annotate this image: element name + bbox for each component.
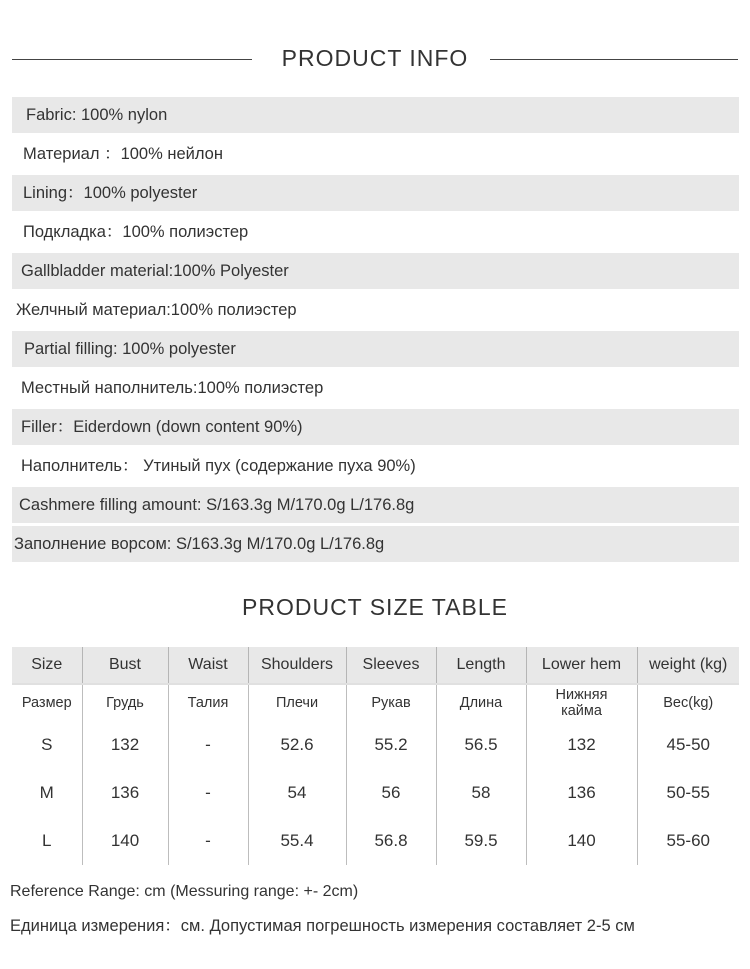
cell-bust: 132 bbox=[82, 721, 168, 769]
cell-weight: 45-50 bbox=[637, 721, 739, 769]
cell-lower-hem: 136 bbox=[526, 769, 637, 817]
cell-size: L bbox=[42, 831, 52, 850]
info-row-material-ru: Материал ：100% нейлон bbox=[23, 145, 223, 163]
cell-size: S bbox=[41, 735, 53, 754]
header-weight-ru: Вес(kg) bbox=[637, 685, 739, 721]
cell-shoulders: 54 bbox=[248, 769, 346, 817]
table-row bbox=[12, 721, 739, 769]
table-row bbox=[12, 817, 739, 865]
info-row-filler-ru: Наполнитель： Утиный пух (содержание пуха 90%) bbox=[21, 457, 416, 475]
header-lower-hem: Lower hem bbox=[526, 647, 637, 683]
cell-shoulders: 52.6 bbox=[248, 721, 346, 769]
info-row-cashmere-ru: Заполнение ворсом: S/163.3g M/170.0g L/176.8g bbox=[12, 526, 739, 562]
cell-length: 56.5 bbox=[436, 721, 526, 769]
table-row bbox=[12, 769, 739, 817]
header-length-ru: Длина bbox=[436, 685, 526, 721]
cell-weight: 50-55 bbox=[637, 769, 739, 817]
size-table-header-row-ru bbox=[12, 685, 739, 721]
header-size-ru: Размер bbox=[21, 695, 72, 711]
header-bust-ru: Грудь bbox=[82, 685, 168, 721]
info-row-cashmere: Cashmere filling amount: S/163.3g M/170.0g L/176.8g bbox=[12, 487, 739, 523]
header-shoulders: Shoulders bbox=[248, 647, 346, 683]
header-shoulders-ru: Плечи bbox=[248, 685, 346, 721]
product-info-title: PRODUCT INFO bbox=[281, 45, 469, 71]
title-line-right bbox=[490, 59, 738, 60]
cell-waist: - bbox=[168, 721, 248, 769]
cell-sleeves: 56.8 bbox=[346, 817, 436, 865]
cell-length: 59.5 bbox=[436, 817, 526, 865]
reference-range-note-ru: Единица измерения：см. Допустимая погрешность измерения составляет 2-5 см bbox=[10, 917, 635, 935]
header-weight: weight (kg) bbox=[637, 647, 739, 683]
size-table bbox=[12, 647, 739, 865]
info-row-partial-filling-ru: Местный наполнитель:100% полиэстер bbox=[21, 379, 324, 397]
header-sleeves-ru: Рукав bbox=[346, 685, 436, 721]
cell-lower-hem: 132 bbox=[526, 721, 637, 769]
cell-length: 58 bbox=[436, 769, 526, 817]
cell-lower-hem: 140 bbox=[526, 817, 637, 865]
header-lower-hem-ru: Нижняя кайма bbox=[526, 685, 637, 721]
size-table-header-row bbox=[12, 647, 739, 683]
info-row-gallbladder-ru: Желчный материал:100% полиэстер bbox=[16, 301, 297, 319]
header-waist-ru: Талия bbox=[168, 685, 248, 721]
cell-bust: 136 bbox=[82, 769, 168, 817]
cell-weight: 55-60 bbox=[637, 817, 739, 865]
info-row-lining-ru: Подкладка：100% полиэстер bbox=[23, 223, 249, 241]
info-row-partial-filling: Partial filling: 100% polyester bbox=[12, 331, 739, 367]
header-bust: Bust bbox=[82, 647, 168, 683]
cell-sleeves: 56 bbox=[346, 769, 436, 817]
info-row-gallbladder: Gallbladder material:100% Polyester bbox=[12, 253, 739, 289]
header-waist: Waist bbox=[168, 647, 248, 683]
cell-waist: - bbox=[168, 769, 248, 817]
info-row-fabric: Fabric: 100% nylon bbox=[12, 97, 739, 133]
cell-bust: 140 bbox=[82, 817, 168, 865]
header-sleeves: Sleeves bbox=[346, 647, 436, 683]
cell-size: M bbox=[39, 783, 54, 802]
info-row-lining: Lining：100% polyester bbox=[12, 175, 739, 211]
reference-range-note: Reference Range: cm (Messuring range: +- 2cm) bbox=[10, 883, 359, 900]
cell-waist: - bbox=[168, 817, 248, 865]
info-row-filler: Filler：Eiderdown (down content 90%) bbox=[12, 409, 739, 445]
header-length: Length bbox=[436, 647, 526, 683]
cell-shoulders: 55.4 bbox=[248, 817, 346, 865]
header-size: Size bbox=[12, 647, 82, 683]
size-table-title: PRODUCT SIZE TABLE bbox=[242, 594, 508, 620]
cell-sleeves: 55.2 bbox=[346, 721, 436, 769]
